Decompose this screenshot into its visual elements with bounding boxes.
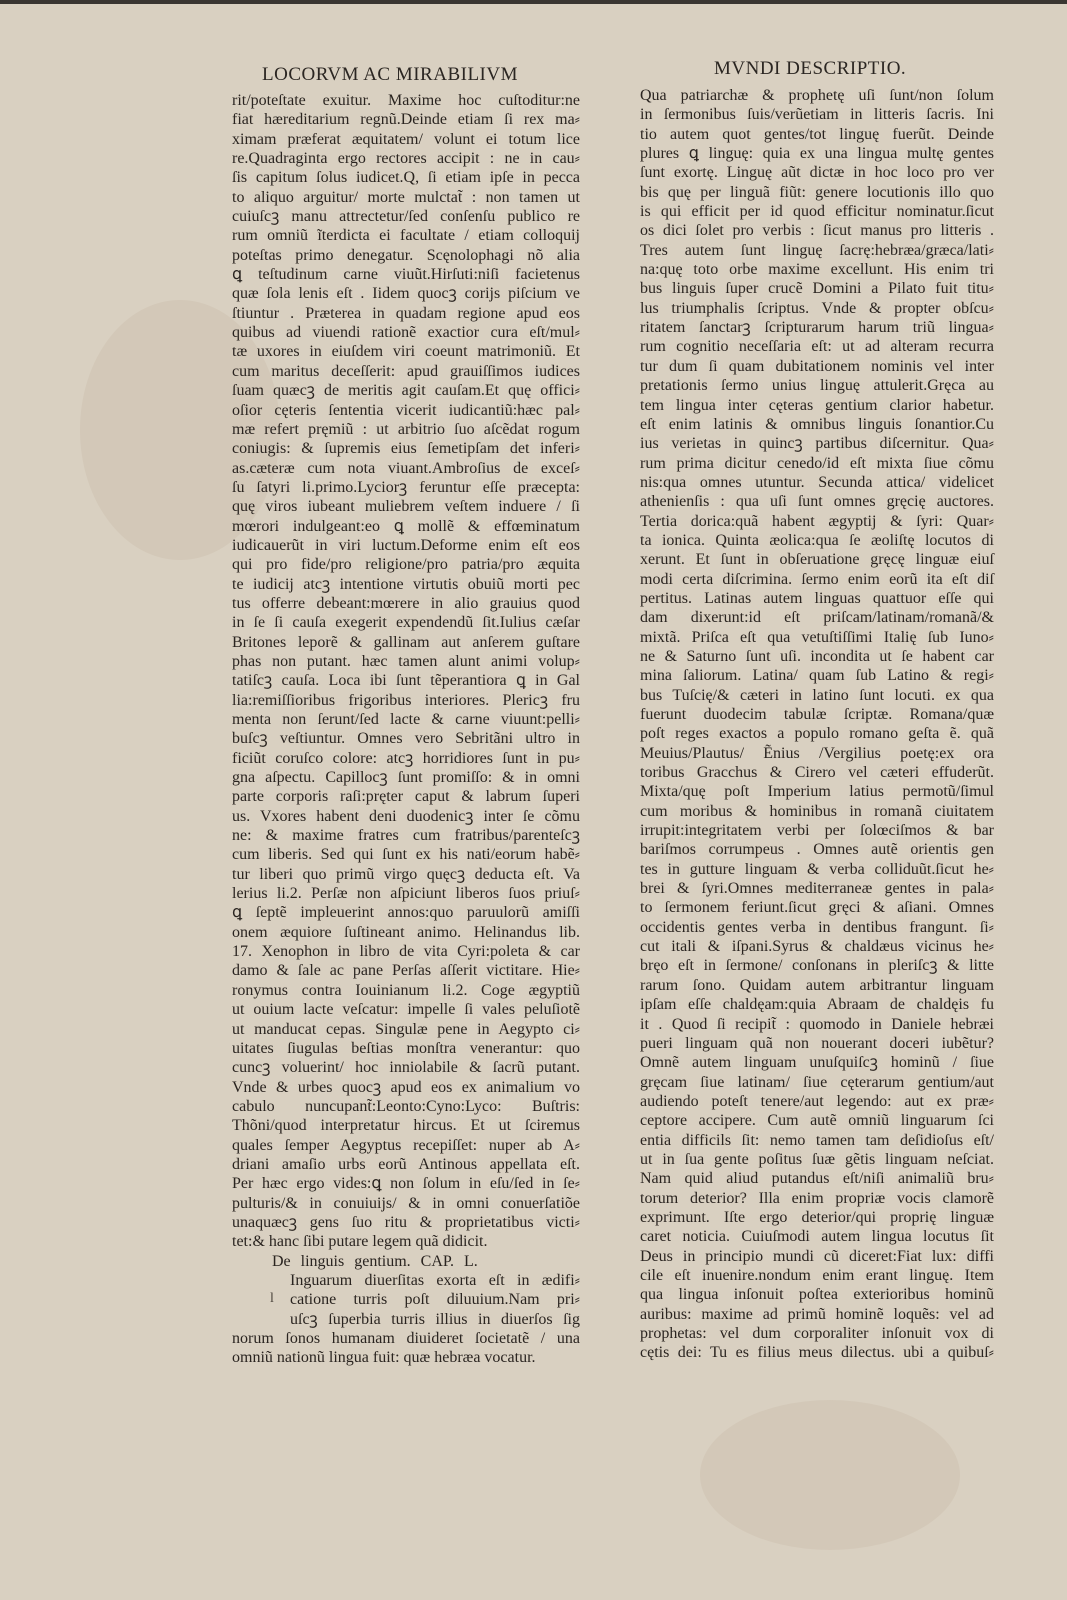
text-line: Tres autem ſunt linguę ſacrę:hebræa/græca/lati⸗ [640,241,994,259]
text-line: pretationis ſermo unius linguę attulerit.Gręca au [640,377,994,395]
text-line: parte corporis raſi:pręter caput & labrum ſuperi [232,788,580,806]
text-line: Per hæc ergo vides:ꝗ non ſolum in eſu/ſed in ſe⸗ [232,1175,580,1193]
text-line: Nam quid aliud putandus eſt/niſi animaliũ bru⸗ [640,1170,994,1188]
text-line: rarum ſono. Quidam autem arbitrantur linguam [640,976,994,994]
text-line: prophetas: vel dum corporaliter inſonuit vox di [640,1325,994,1342]
text-line: bus Tuſcię/& cæteri in latino ſunt locuti. ex qua [640,686,994,704]
text-line: cętis dei: Tu es filius meus dilectus. ubi a quibuſ⸗ [640,1344,994,1362]
text-line: tur liberi quo primũ virgo quęcꝫ deducta eſt. Va [232,865,580,883]
text-line: lia:remiſſioribus frigoribus interiores. Plericꝫ fru [232,691,580,709]
text-line: Thõni/quod interpretatur hircus. Et ut ſciremus [232,1117,580,1135]
text-line: ut manducat cepas. Singulæ pene in Aegypto ci⸗ [232,1020,580,1038]
text-line: plures ꝗ linguę: quia ex una lingua multę gentes [640,145,994,163]
text-line: bariſmos corrumpeus . Omnes autẽ orientis gen [640,841,994,859]
text-line: onem æquiore ſuſtineant animo. Helinandus lib. [232,923,580,941]
text-line: in ſermonibus ſuis/verũetiam in litteris ſacris. Ini [640,106,994,124]
left-text-column [232,91,580,1368]
text-line: rit/poteſtate exuitur. Maxime hoc cuſtoditur:ne [232,92,580,109]
text-line: quales ſemper Aegyptus recepiſſet: nuper ab A⸗ [232,1136,580,1154]
text-line: gręcam ſiue latinam/ ſiue cęterarum gentium/aut [640,1073,994,1091]
text-line: lerius li.2. Perſæ non aſpiciunt liberos ſuos priuſ⸗ [232,885,580,903]
text-line: to ſermonem feriunt.ſicut gręci & aſiani. Omnes [640,899,994,917]
text-line: tem lingua inter cęteras gentium clarior habetur. [640,396,994,414]
text-line: bręo eſt in ſermone/ conſonans in pleriſcꝫ & litte [640,957,994,975]
text-line: modi certa diſcrimina. ſermo enim eorũ ita eſt diſ [640,570,994,588]
text-line: ficiũt coruſco colore: atcꝫ horridiores ſunt in pu⸗ [232,749,580,767]
drop-cap-guide-letter: l [270,1290,274,1306]
text-line: tæ uxores in eiuſdem viri coeunt matrimoniũ. Et [232,343,580,361]
text-line: cabulo nuncupant̃:Leonto:Cyno:Lyco: Buſtris: [232,1097,580,1115]
text-line: damo & ſale ac pane Perſas aſſerit victitare. Hie⸗ [232,962,580,980]
text-line: pueri linguam quã non nouerant doceri iubẽtur? [640,1034,994,1052]
text-line: poteſtas primo denegatur. Scęnolophagi nõ alia [232,246,580,264]
paper-stain [700,1400,960,1550]
text-line: cuiuſcꝫ manu attrectetur/ſed conſenſu publico re [232,208,580,226]
text-line: ipſam eſſe chaldęam:quia Abraam de chaldęis fu [640,996,994,1014]
text-line: tatiſcꝫ cauſa. Loca ibi ſunt tẽperantiora ꝗ in Gal [232,672,580,690]
text-line: tes in gutture linguam & verba colliduũt.ſicut he⸗ [640,860,994,878]
text-line: quæ ſola lenis eſt . Iidem quocꝫ corijs piſcium ve [232,285,580,303]
scan-top-edge [0,0,1067,4]
text-line: ut in ſua gente poſitus ſuæ gẽtis linguam neſciat. [640,1150,994,1168]
text-line: Meuius/Plautus/ Ẽnius /Vergilius poetę:ex ora [640,744,994,762]
text-line: to aliquo arguitur/ morte mulctat̃ : non tamen ut [232,188,580,206]
text-line: unaquæcꝫ gens ſuo ritu & proprietatibus victi⸗ [232,1213,580,1231]
text-line: audiendo poteſt tenere/aut legendo: aut ex præ⸗ [640,1092,994,1110]
text-line: bis quę per linguã fiũt: genere locutionis illo quo [640,183,994,201]
text-line: irrupit:integritatem verbi per ſolœciſmos & bar [640,822,994,840]
text-line: entia difficils ſit: nemo tamen tam deſidioſus eſt/ [640,1131,994,1149]
text-line: brei & ſyri.Omnes mediterraneæ gentes in pala⸗ [640,880,994,898]
text-line: driani amaſio urbs eorũ Antinous appellata eſt. [232,1155,580,1173]
text-line: ta ionica. Quinta æolica:qua ſe æoliſtę locutos di [640,531,994,549]
text-line: mœrori indulgeant:eo ꝗ mollẽ & effœminatum [232,517,580,535]
text-line: rum prima dicitur cenedo/id eſt mixta ſiue cõmu [640,454,994,472]
chapter-opening [232,1271,580,1329]
text-line: ceptore accipere. Cum autẽ omniũ linguarum ſci [640,1112,994,1130]
text-line: tet:& hanc ſibi putare legem quã didicit. [232,1233,488,1251]
text-line: cum moribus & hominibus in romanã ciuitatem [640,802,994,820]
text-line: na:quę toto orbe maxime excellunt. His enim tri [640,261,994,279]
text-line: iudicauerũt in viri luctum.Deforme enim eſt eos [232,536,580,554]
text-line: te iudicij atcꝫ intentione virtutis obuiũ morti pec [232,575,580,593]
text-line: menta non ſerunt/ſed lacte & carne viuunt:pelli⸗ [232,711,580,728]
text-line: toribus Gracchus & Cirero vel cæteri effuderũt. [640,764,994,782]
text-line: Inguarum diuerſitas exorta eſt in ædifi⸗ [290,1271,580,1289]
text-line: mæ refert pręmiũ : ut arbitrio ſuo aſcẽdat rogum [232,420,580,438]
text-line: bus linguis ſuper crucẽ Domini a Pilato fuit titu⸗ [640,280,994,298]
text-line: ne & Saturno ſunt uſi. incondita ut ſe habent car [640,647,994,665]
text-line: ſuam quæcꝫ de meritis agit cauſam.Et quę offici⸗ [232,382,580,400]
text-line: ius verietas in quincꝫ partibus diſcernitur. Qua⸗ [640,435,994,453]
text-line: qui pro fide/pro religione/pro patria/pro æquita [232,556,580,574]
text-line: lus triumphalis ſcriptus. Vnde & propter obſcu⸗ [640,299,994,317]
text-line: mixtã. Priſca eſt qua vetuſtiſſimi Italię ſub Iuno⸗ [640,628,994,646]
text-line: exprimunt. Iſte ergo deterior/qui proprię linguæ [640,1208,994,1226]
text-line: ſu ſatyri li.primo.Lyciorꝫ feruntur eſſe præcepta: [232,478,580,496]
text-line: poſt reges exactos a populo romano geſta ẽ. quã [640,725,994,743]
text-line: pertitus. Latinas autem linguas quattuor eſſe qui [640,589,994,607]
text-line: dam dixerunt:id eſt priſcam/latinam/romanã/& [640,609,994,627]
text-line: as.cæteræ cum nota viuant.Ambroſius de exceſ⸗ [232,459,580,477]
text-line: cum liberis. Sed qui ſunt ex his nati/eorum habẽ⸗ [232,846,580,864]
text-line: auribus: maxime ad primũ hominẽ loquẽs: vel ad [640,1305,994,1323]
text-line: tio autem quot gentes/tot linguę fuerũt. Deinde [640,125,994,143]
text-line: athenienſis : qua uſi ſunt omnes gręcię auctores. [640,493,994,511]
chapter-heading: De linguis gentium. CAP. L. [272,1252,478,1270]
text-line: ſtiuntur . Præterea in quadam regione apud eos [232,304,580,322]
text-line: in ſe ſi cauſa exegerit expendendũ ſit.Iulius cæſar [232,614,580,632]
text-line: is qui efficit per id quod efficitur nominatur.ſicut [640,203,994,221]
text-line: ꝗ teſtudinum carne viuũt.Hirſuti:niſi facietenus [232,266,580,284]
text-line: oſior cęteris ſententia vicerit iudicantiũ:hæc pal⸗ [232,401,580,419]
text-line: re.Quadraginta ergo rectores accipit : ne in cau⸗ [232,150,580,168]
text-line: occidentis gentes verba in dentibus frangunt. ſi⸗ [640,918,994,936]
text-line: uſcꝫ ſuperbia turris illius in diuerſos ſig [290,1310,580,1328]
text-line: xerunt. Et ſunt in obſeruatione gręcę linguæ eiuſ [640,551,994,569]
text-line: ritatem ſanctarꝫ ſcripturarum harum triũ lingua⸗ [640,319,994,337]
text-line: cut itali & iſpani.Syrus & chaldæus vicinus he⸗ [640,938,994,956]
text-line: tur dum ſi quam dubitationem nominis vel inter [640,357,994,375]
text-line: Mixta/quę poſt Imperium latius permotũ/ſimul [640,783,994,801]
text-line: torum deterior? Illa enim propriæ vocis clamorẽ [640,1189,994,1207]
text-line: gna aſpectu. Capillocꝫ ſunt promiſſo: & in omni [232,769,580,787]
text-line: it . Quod ſi recipit̃ : quomodo in Daniele hebræi [640,1015,994,1033]
text-line: nis:qua omnes utuntur. Secunda attica/ videlicet [640,473,994,491]
running-head-right: MVNDI DESCRIPTIO. [714,58,907,79]
text-line: Britones leporẽ & gallinam aut anſerem guſtare [232,633,580,651]
text-line: cuncꝫ voluerint/ hoc inniolabile & ſacrũ putant. [232,1059,580,1077]
text-line: ronymus contra Iouinianum li.2. Coge ægyptiũ [232,981,580,999]
text-line: rum cognitio neceſſaria eſt: ut ad alteram recurra [640,338,994,356]
text-line: us. Vxores habent deni duodenicꝫ inter ſe cõmu [232,807,580,825]
text-line: os dici ſolet pro verbis : ſicut manus pro litteris . [640,222,994,240]
right-text-column [640,86,994,1363]
text-line: phas non putant. hæc tamen alunt animi volup⸗ [232,652,580,670]
text-line: 17. Xenophon in libro de vita Cyri:poleta & car [232,943,580,961]
text-line: ximam præferat æquitatem/ volunt ei totum lice [232,130,580,148]
text-line: ꝗ ſeptẽ impleuerint annos:quo paruulorũ amiſſi [232,904,580,922]
text-line: cile eſt inuenire.nondum enim erant linguę. Item [640,1266,994,1284]
text-line: ut ouium lacte veſcatur: impelle ſi vales peluſiotẽ [232,1001,580,1019]
text-line: Qua patriarchæ & prophetę uſi ſunt/non ſolum [640,87,994,104]
text-line: catione turris poſt diluuium.Nam pri⸗ [290,1291,580,1309]
text-line: mina ſaliorum. Latina/ quam ſub Latino & regi⸗ [640,667,994,685]
text-line: ſunt exortę. Linguę aũt dictæ in hoc loco pro ver [640,164,994,182]
text-line: caret noticia. Cuiuſmodi autem lingua locutus ſit [640,1228,994,1246]
text-line: pulturis/& in conuiuijs/ & in omni conuerſatiõe [232,1194,580,1212]
text-line: rum omniũ ĩterdicta ei facultate / etiam colloquij [232,227,580,245]
text-line: Deus in principio mundi cũ diceret:Fiat lux: diffi [640,1247,994,1265]
text-line: ſis capitum ſolus iudicet.Q, ſi etiam ipſe in pecca [232,169,580,187]
text-line: fiat hæreditarium regnũ.Deinde etiam ſi rex ma⸗ [232,111,580,129]
text-line: ne: & maxime fratres cum fratribus/parenteſcꝫ [232,827,580,845]
text-line: uitates ſiugulas beſtias monſtra venerantur: quo [232,1039,580,1057]
text-line: norum ſonos humanam diuideret ſocietatẽ / una [232,1330,580,1347]
text-line: fuerunt duodecim tabulæ ſcriptæ. Romana/quæ [640,706,994,723]
text-line: omniũ nationũ lingua fuit: quæ hebræa vocatur. [232,1349,536,1367]
text-line: cum maritus deceſſerit: apud grauiſſimos iudices [232,362,580,380]
text-line: Omnẽ autem linguam unuſquiſcꝫ hominũ / ſiue [640,1054,994,1072]
text-line: eſt enim latinis & omnibus linguis ſonantior.Cu [640,415,994,433]
text-line: quibus ad viuendi rationẽ exactior cura eſt/mul⸗ [232,324,580,342]
text-line: Vnde & urbes quocꝫ apud eos ex animalium vo [232,1078,580,1096]
running-head-left: LOCORVM AC MIRABILIVM [262,64,518,85]
text-line: quę viros iubeant muliebrem veſtem induere / ſi [232,498,580,516]
text-line: buſcꝫ veſtiuntur. Omnes vero Sebritãni ultro in [232,730,580,748]
text-line: coniugis: & ſupremis eius ſemetipſam det inferi⸗ [232,440,580,458]
text-line: Tertia dorica:quã habent ægyptij & ſyri: Quar⸗ [640,512,994,530]
text-line: tus offerre debeant:mœrere in alio grauius quod [232,594,580,612]
text-line: qua lingua inſonuit poſtea exterioribus hominũ [640,1286,994,1304]
